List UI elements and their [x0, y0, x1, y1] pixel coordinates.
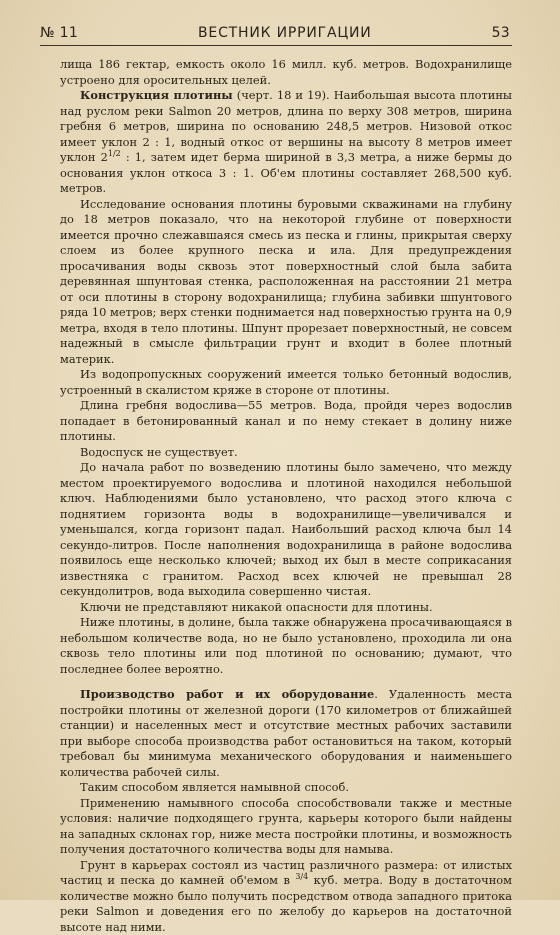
paragraph: Ниже плотины, в долине, была также обнаружена просачивающаяся в небольшом количестве вода, но не было установлено, проходила ли она сквозь тело плотины или под плотиной по основанию; думают, что последнее более вероятно.: [60, 615, 512, 677]
paragraph-works: Производство работ и их оборудование. Удаленность места постройки плотины от железной дороги (170 километров от ближайшей станции) и населенных мест и отсутствие местных рабочих заставили при выборе способа производства работ остановиться на таком, который требовал бы минимума механического оборудования и наименьшего количества рабочей силы.: [60, 687, 512, 780]
paragraph: Водоспуск не существует.: [60, 445, 512, 461]
issue-number: № 11: [40, 25, 78, 41]
paragraph: Ключи не представляют никакой опасности для плотины.: [60, 600, 512, 616]
paragraph: До начала работ по возведению плотины было замечено, что между местом проектируемого водослива и плотиной находился небольшой ключ. Наблюдениями было установлено, что расход этого ключа с поднятием горизонта воды в водохранилище—увеличивался и уменьшался, когда горизонт падал. Наибольший расход ключа был 14 секундо-литров. После наполнения водохранилища в районе водослива появилось еще несколько ключей; выход их был в месте соприкасания известняка с гранитом. Расход всех ключей не превышал 28 секундолитров, вода выходила совершенно чистая.: [60, 460, 512, 600]
paragraph: Длина гребня водослива—55 метров. Вода, пройдя через водослив попадает в бетонированный канал и по нему стекает в долину ниже плотины.: [60, 398, 512, 445]
paragraph: Грунт в карьерах состоял из частиц различного размера: от илистых частиц и песка до камней об'емом в $^{3/4}$ куб. метра. Воду в достаточном количестве можно было получить посредством отвода западного притока реки Salmon и доведения его по желобу до карьеров на достаточной высоте над ними.: [60, 858, 512, 935]
running-header: [40, 25, 510, 41]
paragraph: Из водопропускных сооружений имеется только бетонный водослив, устроенный в скалистом кряже в стороне от плотины.: [60, 367, 512, 398]
section-heading: Конструкция плотины: [80, 88, 233, 102]
journal-title: ВЕСТНИК ИРРИГАЦИИ: [198, 25, 372, 41]
paragraph-dam-construction: Конструкция плотины (черт. 18 и 19). Наибольшая высота плотины над руслом реки Salmon 20 метров, длина по верху 308 метров, ширина гребня 6 метров, ширина по основанию 248,5 метров. Низовой откос имеет уклон 2 : 1, водный откос от вершины на высоту 8 метров имеет уклон $2^{1/2}$ : 1, затем идет берма шириной в 3,3 метра, а ниже бермы до основания уклон откоса 3 : 1. Об'ем плотины составляет 268,500 куб. метров.: [60, 88, 512, 197]
paragraph: Таким способом является намывной способ.: [60, 780, 512, 796]
paragraph: лища 186 гектар, емкость около 16 милл. куб. метров. Водохранилище устроено для оросительных целей.: [60, 57, 512, 88]
page-number: 53: [492, 25, 510, 41]
paragraph: Применению намывного способа способствовали также и местные условия: наличие подходящего грунта, карьеры которого были найдены на западных склонах гор, ниже места постройки плотины, и возможность получения достаточного количества воды для намыва.: [60, 796, 512, 858]
section-heading: Производство работ и их оборудование: [80, 687, 374, 701]
paragraph: Исследование основания плотины буровыми скважинами на глубину до 18 метров показало, что на некоторой глубине от поверхности имеется прочно слежавшаяся смесь из песка и глины, прикрытая сверху слоем из более крупного песка и ила. Для предупреждения просачивания воды сквозь этот поверхностный слой была забита деревянная шпунтовая стенка, расположенная на расстоянии 21 метра от оси плотины в сторону водохранилища; глубина забивки шпунтового ряда 10 метров; верх стенки поднимается над поверхностью грунта на 0,9 метра, входя в тело плотины. Шпунт прорезает поверхностный, не совсем надежный в смысле фильтрации грунт и входит в более плотный материк.: [60, 197, 512, 368]
article-body: [60, 57, 512, 935]
header-rule: [40, 45, 512, 46]
